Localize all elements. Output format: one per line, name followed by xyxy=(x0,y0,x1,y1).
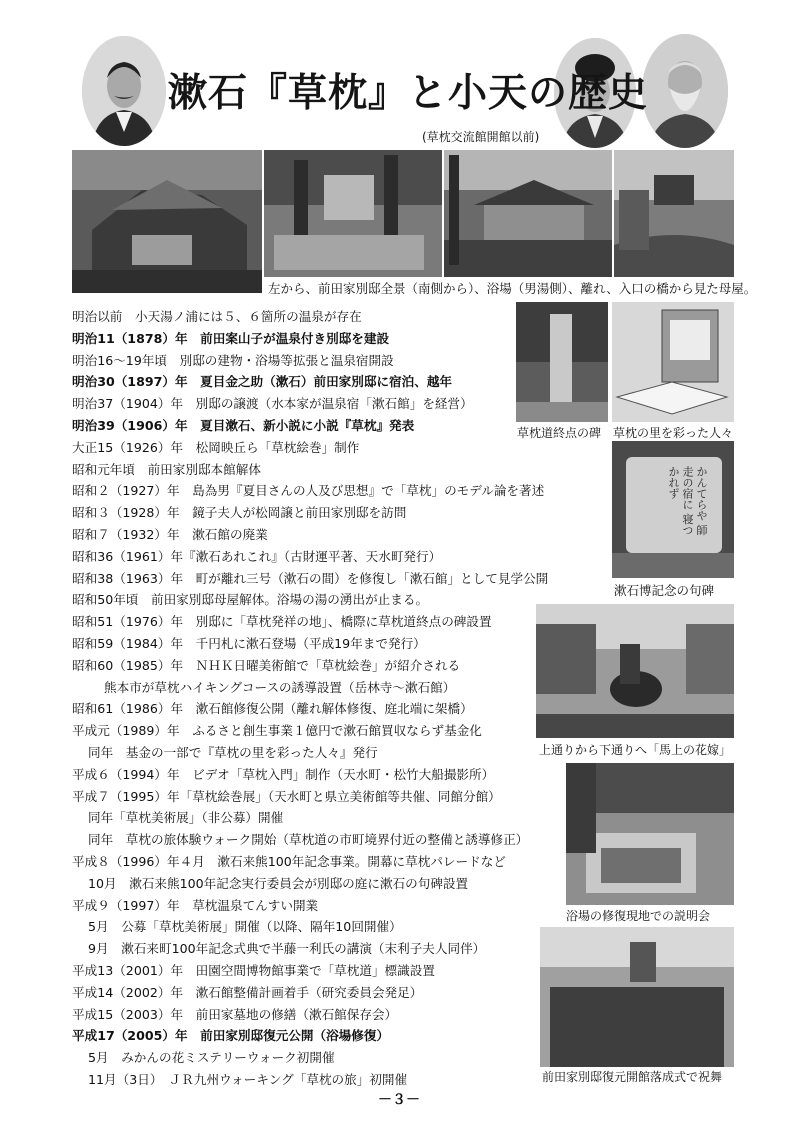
timeline-entry: 同年「草枕美術展」（非公募）開催 xyxy=(88,810,284,826)
timeline-entry: 平成14（2002）年 漱石館整備計画着手（研究委員会発足） xyxy=(72,984,423,1000)
timeline-entry: 明治39（1906）年 夏目漱石、新小説に小説『草枕』発表 xyxy=(72,418,415,433)
photo-annex xyxy=(444,150,612,277)
timeline-entry: 昭和59（1984）年 千円札に漱石登場（平成19年まで発行） xyxy=(72,636,426,651)
ceremony-caption: 前田家別邸復元開館落成式で祝舞 xyxy=(542,1070,723,1084)
timeline-entry: 9月 漱石来町100年記念式典で半藤一利氏の講演（末利子夫人同伴） xyxy=(88,941,486,957)
timeline-entry: 10月 漱石来熊100年記念実行委員会が別邸の庭に漱石の句碑設置 xyxy=(88,875,469,891)
timeline-entry: 平成13（2001）年 田園空間博物館事業で「草枕道」標識設置 xyxy=(72,963,435,978)
timeline-entry: 同年 草枕の旅体験ウォーク開始（草枕道の市町境界付近の整備と誘導修正） xyxy=(88,832,529,848)
timeline-entry: 11月（3日） ＪＲ九州ウォーキング「草枕の旅」初開催 xyxy=(88,1072,408,1087)
timeline-entry: 平成６（1994）年 ビデオ「草枕入門」制作（天水町・松竹大船撮影所） xyxy=(72,766,495,782)
timeline-entry: 平成７（1995）年「草枕絵巻展」（天水町と県立美術館等共催、同館分館） xyxy=(72,788,501,804)
timeline-entry: 熊本市が草枕ハイキングコースの誘導設置（岳林寺～漱石館） xyxy=(104,679,456,695)
top-photos-caption: 左から、前田家別邸全景（南側から）、浴場（男湯側）、離れ、入口の橋から見た母屋。 xyxy=(268,281,757,296)
timeline-entry: 昭和元年頃 前田家別邸本館解体 xyxy=(72,461,261,477)
timeline-entry: 平成９（1997）年 草枕温泉てんすい開業 xyxy=(72,897,319,913)
timeline-entry: 明治以前 小天湯ノ浦には５、６箇所の温泉が存在 xyxy=(72,309,362,324)
timeline-entry: 昭和２（1927）年 島為男『夏目さんの人及び思想』で「草枕」のモデル論を著述 xyxy=(72,483,545,499)
photo-monument xyxy=(516,302,608,422)
timeline-entry: 昭和61（1986）年 漱石館修復公開（離れ解体修復、庭北端に架橋） xyxy=(72,701,473,717)
timeline-entry: 平成８（1996）年４月 漱石来熊100年記念事業。開幕に草枕パレードなど xyxy=(72,854,506,869)
parade-caption: 上通りから下通りへ「馬上の花嫁」 xyxy=(539,743,732,757)
page-number: －３－ xyxy=(378,1092,420,1108)
timeline-entry: 同年 基金の一部で『草枕の里を彩った人々』発行 xyxy=(88,745,378,760)
timeline-entry: 平成15（2003）年 前田家墓地の修繕（漱石館保存会） xyxy=(72,1006,398,1022)
timeline-entry: 昭和３（1928）年 鏡子夫人が松岡譲と前田家別邸を訪問 xyxy=(72,505,407,521)
timeline-entry: 昭和51（1976）年 別邸に「草枕発祥の地」、橋際に草枕道終点の碑設置 xyxy=(72,614,492,630)
timeline-entry: 昭和50年頃 前田家別邸母屋解体。浴場の湯の湧出が止まる。 xyxy=(72,592,429,608)
photo-parade xyxy=(536,604,734,738)
page-subtitle: (草枕交流館開館以前) xyxy=(422,130,540,144)
book-caption: 草枕の里を彩った人々 xyxy=(613,426,734,440)
timeline-entry: 5月 公募「草枕美術展」開催（以降、隔年10回開催） xyxy=(88,919,402,935)
photo-book xyxy=(612,302,734,422)
stone-caption: 漱石博記念の句碑 xyxy=(614,583,715,598)
timeline-entry: 昭和38（1963）年 町が離れ三号（漱石の間）を修復し「漱石館」として見学公開 xyxy=(72,570,549,586)
page-title: 漱石『草枕』と小天の歴史 xyxy=(168,71,649,116)
timeline-entry: 大正15（1926）年 松岡映丘ら「草枕絵巻」制作 xyxy=(72,439,360,455)
portrait-bearded-man xyxy=(642,34,728,148)
timeline-entry: 明治11（1878）年 前田案山子が温泉付き別邸を建設 xyxy=(72,330,390,346)
photo-bath-restoration xyxy=(566,763,734,905)
bath-caption: 浴場の修復現地での説明会 xyxy=(566,909,711,923)
timeline-entry: 5月 みかんの花ミステリーウォーク初開催 xyxy=(88,1050,335,1066)
photo-villa-panorama xyxy=(72,150,262,293)
timeline-entry: 平成17（2005）年 前田家別邸復元公開（浴場修復） xyxy=(72,1028,390,1044)
timeline-entry: 明治16～19年頃 別邸の建物・浴場等拡張と温泉宿開設 xyxy=(72,352,394,368)
portrait-left xyxy=(82,36,166,146)
timeline-entry: 平成元（1989）年 ふるさと創生事業１億円で漱石館買収ならず基金化 xyxy=(72,723,482,739)
monument-caption: 草枕道終点の碑 xyxy=(517,426,602,440)
photo-bath-men xyxy=(264,150,442,277)
man-portrait-icon xyxy=(642,34,728,148)
timeline-entry: 昭和７（1932）年 漱石館の廃業 xyxy=(72,527,268,542)
timeline-entry: 明治30（1897）年 夏目金之助（漱石）前田家別邸に宿泊、越年 xyxy=(72,374,453,390)
photo-ceremony xyxy=(540,927,734,1067)
photo-main-house-from-bridge xyxy=(614,150,734,277)
timeline-entry: 明治37（1904）年 別邸の譲渡（水本家が温泉宿「漱石館」を経営） xyxy=(72,396,473,412)
timeline-entry: 昭和36（1961）年『漱石あれこれ』（古財運平著、天水町発行） xyxy=(72,548,442,564)
stone-poem: かんてらや 師走の宿に 寝つかれず xyxy=(667,466,708,536)
timeline-entry: 昭和60（1985）年 ＮＨＫ日曜美術館で「草枕絵巻」が紹介される xyxy=(72,657,461,673)
man-portrait-icon xyxy=(82,36,166,146)
